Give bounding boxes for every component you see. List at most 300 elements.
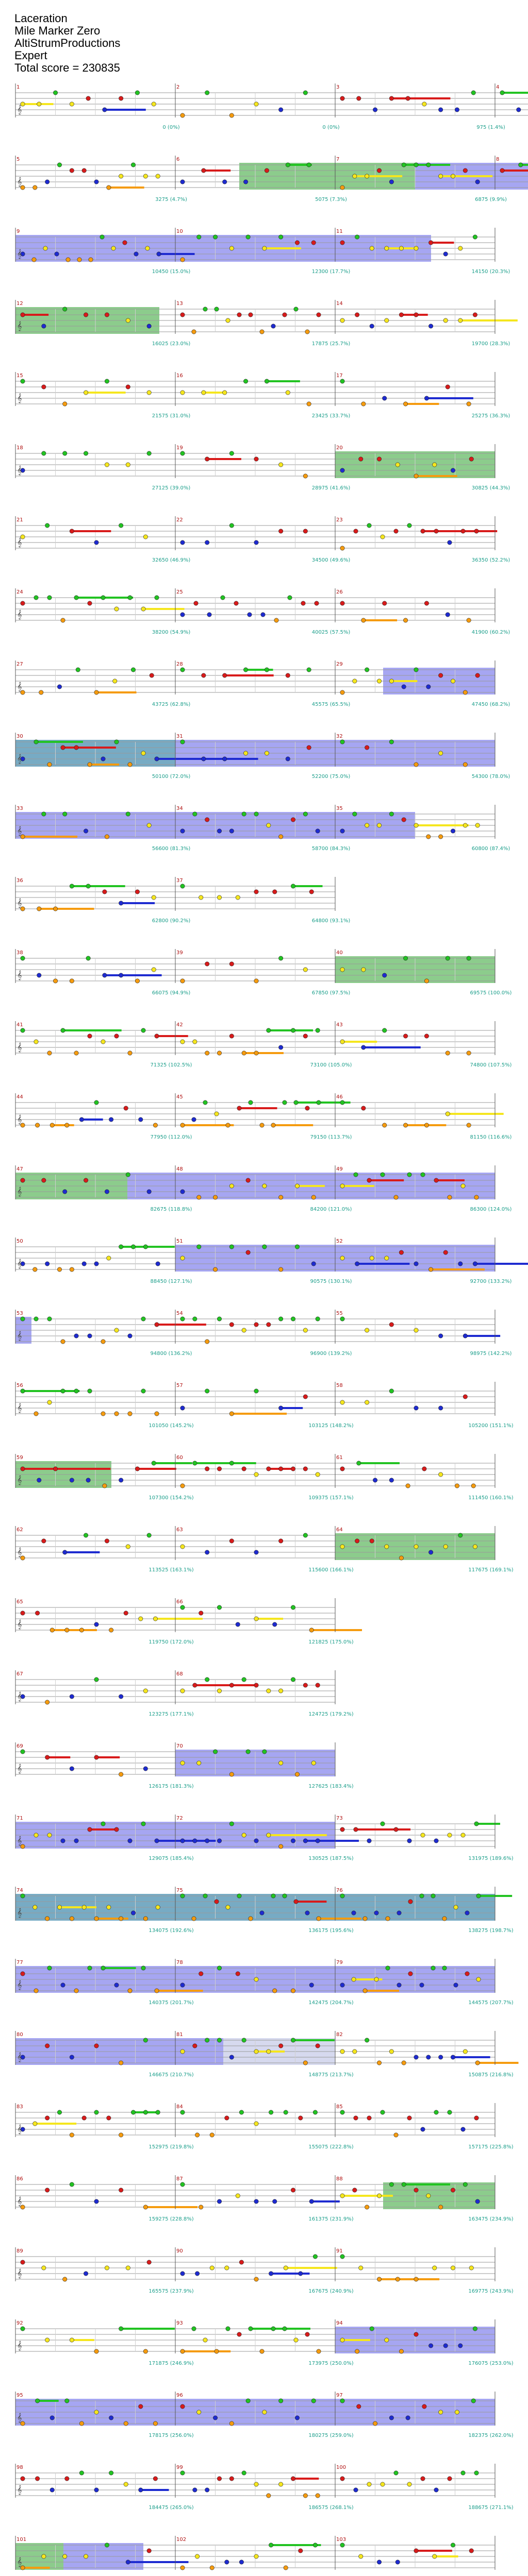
note-gem — [474, 2116, 478, 2120]
note-gem — [414, 823, 418, 827]
note-gem — [399, 1250, 403, 1255]
bar-score: 25275 (36.3%) — [471, 413, 510, 419]
bar-score: 66075 (94.9%) — [152, 990, 191, 996]
note-gem — [424, 601, 428, 605]
note-gem — [303, 1034, 307, 1038]
note-gem — [210, 2566, 214, 2570]
bar-number: 24 — [16, 589, 23, 595]
note-gem — [438, 2410, 442, 2414]
note-gem — [89, 258, 93, 262]
bar-number: 29 — [336, 662, 343, 667]
note-gem — [340, 2477, 344, 2481]
note-gem — [242, 812, 246, 816]
note-gem — [94, 540, 98, 545]
note-gem — [156, 2110, 160, 2114]
chart-row — [15, 660, 510, 707]
note-gem — [365, 823, 369, 827]
note-gem — [105, 2543, 109, 2547]
note-gem — [305, 1911, 309, 1915]
note-gem — [467, 956, 471, 960]
chart-row — [15, 733, 510, 779]
bar-number: 20 — [336, 445, 343, 451]
note-gem — [229, 246, 234, 250]
bar-score: 58700 (84.3%) — [311, 846, 351, 852]
bar-number: 33 — [16, 806, 23, 811]
note-gem — [340, 1040, 344, 1044]
note-gem — [34, 596, 38, 600]
note-gem — [316, 829, 320, 833]
note-gem — [438, 1334, 442, 1338]
note-gem — [317, 1917, 321, 1921]
note-gem — [33, 1267, 37, 1272]
bar-number: 53 — [16, 1311, 23, 1316]
note-gem — [101, 596, 105, 600]
note-gem — [217, 2038, 221, 2042]
note-gem — [84, 2272, 88, 2276]
note-gem — [213, 2416, 217, 2420]
bar-number: 47 — [16, 1166, 23, 1172]
note-gem — [153, 1123, 157, 1127]
note-gem — [139, 2404, 143, 2409]
note-gem — [313, 2255, 317, 2259]
note-gem — [267, 823, 271, 827]
note-gem — [128, 1334, 132, 1338]
tab-clef-icon: 𝄞 — [17, 682, 22, 691]
note-gem — [242, 2471, 246, 2475]
note-gem — [254, 1617, 258, 1621]
note-gem — [434, 529, 438, 533]
note-gem — [42, 385, 46, 389]
note-gem — [313, 2543, 317, 2547]
note-gem — [315, 601, 319, 605]
note-gem — [126, 2266, 130, 2270]
note-gem — [352, 1911, 356, 1915]
note-gem — [406, 1484, 410, 1488]
note-gem — [407, 523, 411, 528]
note-gem — [180, 668, 185, 672]
note-gem — [105, 463, 109, 467]
note-gem — [340, 690, 344, 694]
note-gem — [65, 2477, 69, 2481]
note-gem — [74, 745, 78, 750]
note-gem — [295, 1245, 299, 1249]
note-gem — [79, 1628, 84, 1632]
tab-clef-icon: 𝄞 — [17, 2124, 22, 2134]
note-gem — [128, 1051, 132, 1055]
note-gem — [152, 895, 156, 900]
note-gem — [354, 2116, 358, 2120]
note-gem — [94, 2110, 98, 2114]
note-gem — [88, 601, 92, 605]
bar-score: 138275 (198.7%) — [468, 1928, 514, 1934]
note-gem — [403, 1123, 407, 1127]
note-gem — [114, 1328, 119, 1332]
note-gem — [389, 679, 393, 683]
note-gem — [193, 1839, 197, 1843]
note-gem — [155, 596, 159, 600]
note-gem — [461, 1184, 465, 1188]
note-gem — [428, 241, 433, 245]
note-gem — [225, 2266, 229, 2270]
note-gem — [474, 529, 478, 533]
note-gem — [128, 762, 132, 767]
bar-score: 182375 (262.0%) — [468, 2433, 514, 2438]
note-gem — [426, 2055, 431, 2059]
note-gem — [294, 1100, 298, 1105]
bar-score: 188675 (271.1%) — [468, 2505, 514, 2511]
note-gem — [147, 2549, 151, 2553]
bar-number: 28 — [176, 662, 183, 667]
tab-clef-icon: 𝄞 — [17, 2413, 22, 2422]
note-gem — [265, 668, 269, 672]
note-gem — [242, 1833, 246, 1837]
note-gem — [389, 1389, 393, 1393]
note-gem — [414, 1406, 418, 1410]
note-gem — [213, 235, 217, 239]
bar-score: 144575 (207.7%) — [468, 2000, 514, 2006]
note-gem — [278, 1467, 283, 1471]
note-gem — [180, 1605, 185, 1609]
bar-score: 117675 (169.1%) — [468, 1567, 514, 1573]
note-gem — [340, 1400, 344, 1404]
note-gem — [180, 2272, 185, 2276]
tab-clef-icon: 𝄞 — [17, 1259, 22, 1268]
note-gem — [143, 535, 147, 539]
bar-score: 6875 (9.9%) — [475, 197, 507, 202]
note-gem — [213, 1195, 217, 1199]
bar-number: 74 — [16, 1888, 23, 1893]
note-gem — [155, 757, 159, 761]
note-gem — [105, 313, 109, 317]
bar-score: 0 (0%) — [162, 125, 180, 130]
note-gem — [141, 607, 145, 611]
note-gem — [443, 318, 448, 323]
bar-number: 36 — [16, 878, 23, 884]
note-gem — [414, 668, 418, 672]
note-gem — [45, 1755, 49, 1759]
bar-score: 28975 (41.6%) — [311, 485, 351, 491]
note-gem — [217, 829, 221, 833]
note-gem — [195, 2133, 199, 2137]
note-gem — [202, 673, 206, 677]
note-gem — [451, 679, 455, 683]
note-gem — [21, 1317, 25, 1321]
note-gem — [42, 2554, 46, 2558]
tab-clef-icon: 𝄞 — [17, 826, 22, 836]
note-gem — [363, 1989, 367, 1993]
note-gem — [461, 2127, 465, 2131]
bar-score: 74800 (107.5%) — [470, 1062, 512, 1068]
note-gem — [39, 690, 43, 694]
note-gem — [70, 1694, 74, 1699]
note-gem — [340, 2255, 344, 2259]
bar-number: 86 — [16, 2176, 23, 2182]
note-gem — [260, 1123, 264, 1127]
note-gem — [226, 1123, 230, 1127]
note-gem — [223, 180, 227, 184]
note-gem — [340, 2110, 344, 2114]
bar-number: 7 — [336, 157, 340, 162]
bar-score: 186575 (268.1%) — [308, 2505, 354, 2511]
bar-score: 126175 (181.3%) — [148, 1784, 194, 1789]
note-gem — [37, 1478, 41, 1482]
note-gem — [34, 1040, 38, 1044]
note-gem — [35, 2399, 39, 2403]
chart-row — [15, 2536, 514, 2576]
note-gem — [109, 1628, 113, 1632]
note-gem — [79, 2421, 84, 2426]
note-gem — [197, 235, 201, 239]
tab-clef-icon: 𝄞 — [17, 1475, 22, 1485]
chart-row — [15, 2103, 514, 2150]
note-gem — [260, 2349, 264, 2353]
note-gem — [84, 451, 88, 455]
note-gem — [109, 2471, 113, 2475]
note-gem — [66, 258, 70, 262]
note-gem — [131, 2110, 135, 2114]
note-gem — [155, 1989, 159, 1993]
note-gem — [193, 1317, 197, 1321]
bar-number: 65 — [16, 1599, 23, 1605]
note-gem — [316, 1472, 320, 1477]
note-gem — [291, 2038, 295, 2042]
note-gem — [84, 1533, 88, 1537]
note-gem — [70, 102, 74, 106]
bar-number: 63 — [176, 1527, 183, 1533]
note-gem — [254, 540, 258, 545]
note-gem — [21, 1972, 25, 1976]
note-gem — [426, 2194, 431, 2198]
note-gem — [141, 751, 145, 755]
note-gem — [131, 1245, 135, 1249]
bar-score: 0 (0%) — [322, 125, 340, 130]
note-gem — [254, 102, 258, 106]
note-gem — [394, 1827, 398, 1832]
bar-number: 21 — [16, 517, 23, 523]
note-gem — [123, 241, 127, 245]
note-gem — [21, 313, 25, 317]
note-gem — [407, 1839, 411, 1843]
note-gem — [386, 1917, 390, 1921]
note-gem — [278, 1539, 283, 1543]
bar-number: 98 — [16, 2465, 23, 2470]
note-gem — [274, 618, 278, 622]
note-gem — [365, 1328, 369, 1332]
note-gem — [262, 1245, 267, 1249]
note-gem — [402, 163, 406, 167]
note-gem — [70, 2133, 74, 2137]
note-gem — [438, 2205, 442, 2209]
note-gem — [463, 168, 467, 173]
note-gem — [458, 318, 463, 323]
note-gem — [353, 2049, 357, 2054]
note-gem — [267, 2494, 271, 2498]
note-gem — [267, 1028, 271, 1032]
note-gem — [340, 1467, 344, 1471]
note-gem — [262, 1750, 267, 1754]
bar-number: 66 — [176, 1599, 183, 1605]
note-gem — [180, 2049, 185, 2054]
note-gem — [197, 1761, 201, 1765]
note-gem — [365, 668, 369, 672]
note-gem — [385, 318, 389, 323]
note-gem — [229, 1323, 234, 1327]
note-gem — [316, 1317, 320, 1321]
note-gem — [203, 2338, 207, 2342]
note-gem — [119, 174, 123, 178]
note-gem — [278, 2482, 283, 2486]
bar-score: 115600 (166.1%) — [308, 1567, 354, 1573]
note-gem — [243, 751, 248, 755]
note-gem — [389, 96, 393, 100]
note-gem — [286, 673, 290, 677]
note-gem — [145, 246, 150, 250]
note-gem — [463, 1334, 467, 1338]
note-gem — [269, 2272, 273, 2276]
note-gem — [180, 2349, 185, 2353]
note-gem — [237, 2332, 241, 2336]
note-gem — [455, 108, 459, 112]
note-gem — [299, 2272, 303, 2276]
chart-row — [15, 1454, 514, 1501]
note-gem — [317, 313, 321, 317]
note-gem — [254, 1051, 258, 1055]
note-gem — [229, 2421, 234, 2426]
note-gem — [180, 2471, 185, 2475]
note-gem — [443, 252, 448, 256]
note-gem — [305, 1106, 309, 1110]
note-gem — [434, 1839, 438, 1843]
note-gem — [305, 2332, 309, 2336]
note-gem — [424, 1123, 428, 1127]
note-gem — [438, 673, 442, 677]
note-gem — [421, 2127, 425, 2131]
chart-row — [15, 2464, 514, 2511]
note-gem — [465, 1972, 469, 1976]
note-gem — [229, 1412, 234, 1416]
note-gem — [426, 163, 431, 167]
note-gem — [406, 96, 410, 100]
note-gem — [70, 1478, 74, 1482]
note-gem — [94, 2488, 98, 2492]
note-gem — [307, 668, 311, 672]
note-gem — [79, 2471, 84, 2475]
note-gem — [365, 745, 369, 750]
note-gem — [128, 596, 132, 600]
note-gem — [180, 451, 185, 455]
note-gem — [271, 1894, 275, 1898]
note-gem — [309, 1983, 314, 1987]
note-gem — [377, 2560, 381, 2564]
note-gem — [109, 1117, 113, 1122]
note-gem — [248, 613, 252, 617]
note-gem — [311, 241, 316, 245]
note-gem — [303, 1533, 307, 1537]
note-gem — [340, 1827, 344, 1832]
note-gem — [114, 1034, 119, 1038]
bar-score: 163475 (234.9%) — [468, 2216, 514, 2222]
note-gem — [254, 2554, 258, 2558]
note-gem — [229, 962, 234, 966]
note-gem — [50, 1123, 54, 1127]
chart-row — [15, 2392, 514, 2438]
note-gem — [242, 1677, 246, 1682]
note-gem — [84, 391, 88, 395]
bar-number: 2 — [176, 84, 180, 90]
note-gem — [267, 1833, 271, 1837]
note-gem — [74, 596, 78, 600]
note-gem — [63, 451, 67, 455]
bar-score: 92700 (133.2%) — [470, 1279, 512, 1284]
note-gem — [180, 1894, 185, 1898]
note-gem — [147, 451, 151, 455]
note-gem — [461, 1833, 465, 1837]
note-gem — [424, 1034, 428, 1038]
note-gem — [225, 2116, 229, 2120]
note-gem — [353, 679, 357, 683]
note-gem — [101, 1822, 105, 1826]
note-gem — [223, 673, 227, 677]
chart-row — [15, 949, 512, 996]
bar-score: 98975 (142.2%) — [470, 1351, 512, 1357]
chart-row — [15, 1382, 514, 1429]
note-gem — [370, 1539, 374, 1543]
bar-score: 90575 (130.1%) — [310, 1279, 352, 1284]
bar-score: 81150 (116.6%) — [470, 1134, 512, 1140]
note-gem — [43, 246, 47, 250]
note-gem — [119, 1694, 123, 1699]
note-gem — [205, 1340, 209, 1344]
note-gem — [37, 102, 41, 106]
note-gem — [273, 2199, 277, 2204]
note-gem — [399, 1556, 403, 1560]
note-gem — [155, 1323, 159, 1327]
bar-number: 8 — [496, 157, 500, 162]
note-gem — [217, 2477, 221, 2481]
tab-clef-icon: 𝄞 — [17, 2052, 22, 2062]
note-gem — [313, 2110, 317, 2114]
note-gem — [143, 1767, 147, 1771]
note-gem — [141, 1822, 145, 1826]
note-gem — [352, 1977, 356, 1981]
note-gem — [119, 523, 123, 528]
note-gem — [229, 2055, 234, 2059]
note-gem — [88, 762, 92, 767]
note-gem — [389, 812, 393, 816]
bar-score: 111450 (160.1%) — [468, 1495, 514, 1501]
note-gem — [47, 1966, 52, 1970]
note-gem — [88, 1966, 92, 1970]
note-gem — [446, 1051, 450, 1055]
note-gem — [84, 313, 88, 317]
note-gem — [180, 1406, 185, 1410]
note-gem — [340, 379, 344, 383]
note-gem — [422, 102, 426, 106]
note-gem — [101, 1412, 105, 1416]
note-gem — [463, 2049, 467, 2054]
note-gem — [213, 1750, 217, 1754]
tab-clef-icon: 𝄞 — [17, 1042, 22, 1052]
note-gem — [192, 1917, 196, 1921]
note-gem — [21, 2260, 25, 2264]
note-gem — [474, 2471, 478, 2475]
note-gem — [340, 185, 344, 190]
note-gem — [340, 1983, 344, 1987]
note-gem — [448, 1833, 452, 1837]
note-gem — [414, 2055, 418, 2059]
note-gem — [340, 241, 344, 245]
note-gem — [180, 113, 185, 117]
